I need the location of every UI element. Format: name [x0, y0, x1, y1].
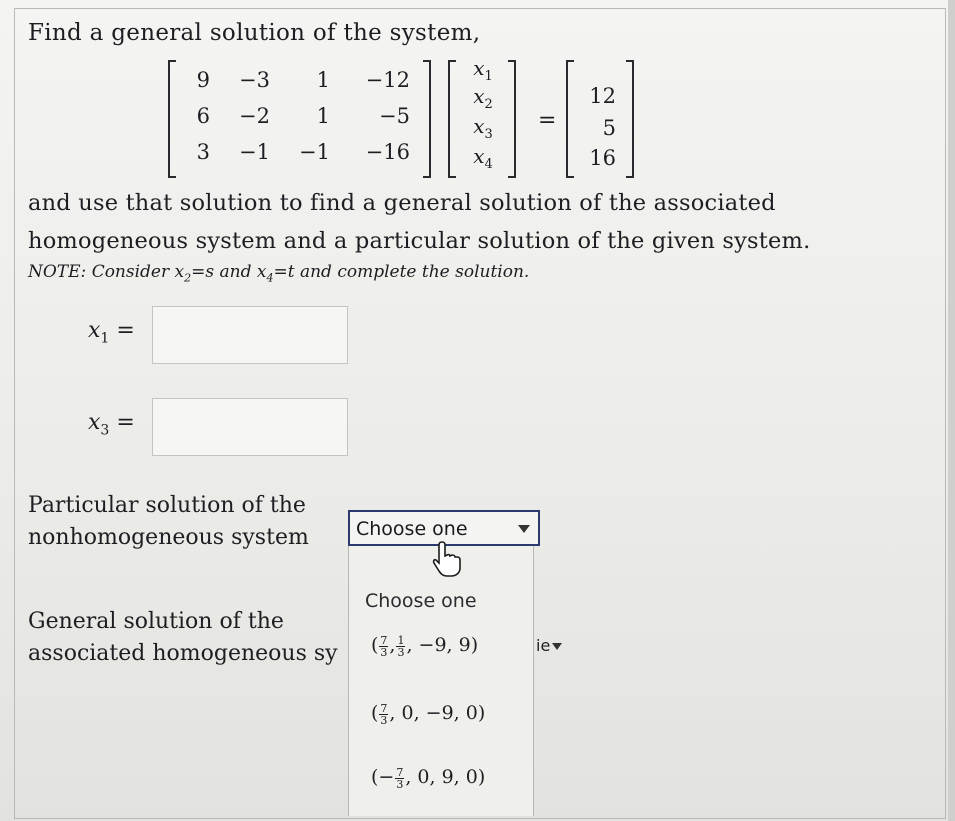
matrix-cell: 6 — [196, 104, 210, 128]
matrix-cell: 1 — [316, 68, 330, 92]
homogeneous-solution-select[interactable]: ie — [536, 636, 586, 664]
matrix-cell: −1 — [299, 140, 330, 164]
matrix-cell: −12 — [365, 68, 410, 92]
x1-label: $x_1$ = — [88, 318, 135, 347]
matrix-cell: 1 — [316, 104, 330, 128]
question-prompt: Find a general solution of the system, — [28, 20, 481, 46]
note-text: NOTE: Consider $x_2=s$ and $x_4=t$ and complete the solution. — [28, 262, 530, 285]
vector-left-bracket — [448, 60, 456, 178]
rhs-right-bracket — [626, 60, 634, 178]
hand-pointer-icon — [432, 540, 462, 578]
rhs-value: 12 — [589, 84, 616, 108]
dropdown-option[interactable]: ( $\frac{7}{3}$ , $\frac{1}{3}$ , −9, 9) — [371, 633, 479, 659]
particular-solution-dropdown — [348, 546, 534, 816]
matrix-equation — [168, 56, 648, 184]
x3-input[interactable] — [152, 398, 348, 456]
matrix-cell: −5 — [379, 104, 410, 128]
matrix-cell: −3 — [239, 68, 270, 92]
vector-right-bracket — [508, 60, 516, 178]
dropdown-option[interactable]: (− $\frac{7}{3}$ , 0, 9, 0) — [371, 765, 486, 791]
instruction-line-2: homogeneous system and a particular solution of the given system. — [28, 228, 811, 254]
instruction-line-1: and use that solution to find a general solution of the associated — [28, 190, 776, 216]
matrix-cell: 9 — [196, 68, 210, 92]
equals-sign: = — [538, 108, 557, 133]
matrix-cell: −2 — [239, 104, 270, 128]
matrix-cell: −1 — [239, 140, 270, 164]
particular-solution-select[interactable]: Choose one — [348, 510, 540, 546]
chevron-down-icon — [518, 525, 530, 533]
particular-solution-label: Particular solution of the nonhomogeneous system — [28, 493, 309, 550]
rhs-value: 5 — [602, 116, 616, 140]
rhs-value: 16 — [589, 146, 616, 170]
dropdown-option-placeholder[interactable]: Choose one — [365, 590, 477, 612]
matrix-cell: −16 — [365, 140, 410, 164]
rhs-left-bracket — [566, 60, 574, 178]
x1-input[interactable] — [152, 306, 348, 364]
variable-x3: $x_3$ — [473, 114, 493, 142]
variable-x1: $x_1$ — [473, 56, 493, 84]
matrix-cell: 3 — [196, 140, 210, 164]
homogeneous-solution-label: General solution of the associated homogeneous sy — [28, 609, 338, 666]
x3-label: $x_3$ = — [88, 410, 135, 439]
matrix-right-bracket — [423, 60, 431, 178]
variable-x2: $x_2$ — [473, 84, 493, 112]
variable-x4: $x_4$ — [473, 144, 493, 172]
dropdown-option[interactable]: ( $\frac{7}{3}$ , 0, −9, 0) — [371, 701, 486, 727]
